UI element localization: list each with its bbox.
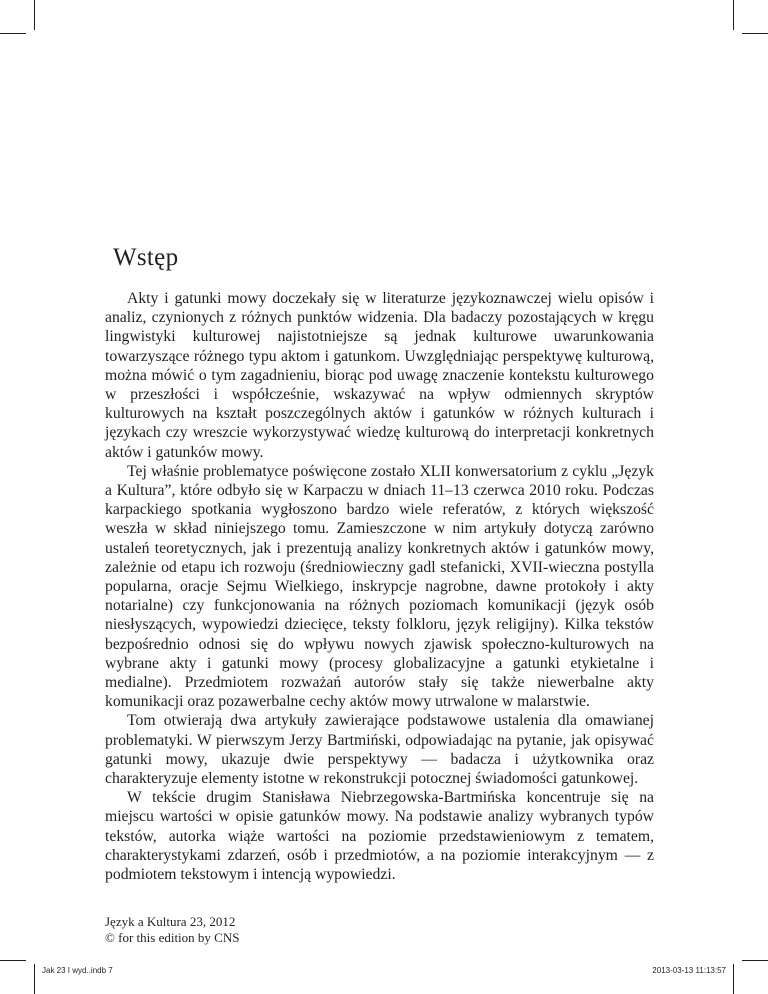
footer: [105, 914, 239, 946]
crop-mark: [733, 964, 734, 994]
page-title: Wstęp: [113, 244, 179, 271]
footer-journal: Język a Kultura 23, 2012: [105, 914, 236, 929]
crop-mark: [34, 0, 35, 30]
paragraph: W tekście drugim Stanisława Niebrzegowska-Bartmińska koncentruje się na miejscu wartości w opisie gatunków mowy. Na podstawie analizy wybranych typów tekstów, autorka wiąże wartości na poziomie przedstawieniowym z tematem, charakterystykami zdarzeń, osób i przedmiotów, a na poziomie interakcyjnym — z podmiotem tekstowym i intencją wypowiedzi.: [105, 789, 654, 884]
crop-mark: [0, 960, 26, 961]
body-text: [105, 289, 654, 884]
crop-mark: [742, 33, 768, 34]
crop-mark: [742, 960, 768, 961]
paragraph: Tej właśnie problematyce poświęcone zostało XLII konwersatorium z cyklu „Język a Kultura”, które odbyło się w Karpaczu w dniach 11–13 czerwca 2010 roku. Podczas karpackiego spotkania wygłoszono bardzo wiele referatów, z których większość weszła w skład niniejszego tomu. Zamieszczone w nim artykuły dotyczą zarówno ustaleń teoretycznych, jak i prezentują analizy konkretnych aktów i gatunków mowy, zależnie od etapu ich rozwoju (średniowieczny gadl stefanicki, XVII-wieczna postylla popularna, oracje Sejmu Wielkiego, inskrypcje nagrobne, dawne protokoły i akty notarialne) czy funkcjonowania na różnych poziomach komunikacji (język osób niesłyszących, wypowiedzi dziecięce, teksty folkloru, język religijny). Kilka tekstów bezpośrednio odnosi się do wpływu nowych zjawisk społeczno-kulturowych na wybrane akty i gatunki mowy (procesy globalizacyjne a gatunki etykietalne i medialne). Przedmiotem rozważań autorów stały się także niewerbalne akty komunikacji oraz pozawerbalne cechy aktów mowy utrwalone w malarstwie.: [105, 462, 654, 711]
paragraph: Tom otwierają dwa artykuły zawierające podstawowe ustalenia dla omawianej problematyki. W pierwszym Jerzy Bartmiński, odpowiadając na pytanie, jak opisywać gatunki mowy, ukazuje dwie perspektywy — badacza i użytkownika oraz charakteryzuje elementy istotne w rekonstrukcji potocznej świadomości gatunkowej.: [105, 712, 654, 788]
crop-mark: [733, 0, 734, 30]
crop-mark: [0, 33, 26, 34]
crop-mark: [34, 964, 35, 994]
paragraph: Akty i gatunki mowy doczekały się w literaturze językoznawczej wielu opisów i analiz, czynionych z różnych punktów widzenia. Dla badaczy pozostających w kręgu lingwistyki kulturowej najistotniejsze są jednak kulturowe uwarunkowania towarzyszące różnego typu aktom i gatunkom. Uwzględniając perspektywę kulturową, można mówić o tym zagadnieniu, biorąc pod uwagę znaczenie kontekstu kulturowego w przeszłości i współcześnie, wskazywać na wpływ odmiennych skryptów kulturowych na kształt poszczególnych aktów i gatunków w różnych kulturach i językach czy wreszcie wykorzystywać wiedzę kulturową do interpretacji konkretnych aktów i gatunków mowy.: [105, 290, 654, 461]
slug-timestamp: 2013-03-13 11:13:57: [652, 966, 726, 975]
slug-filename: Jak 23 I wyd..indb 7: [42, 966, 113, 975]
footer-copyright: © for this edition by CNS: [105, 930, 240, 945]
